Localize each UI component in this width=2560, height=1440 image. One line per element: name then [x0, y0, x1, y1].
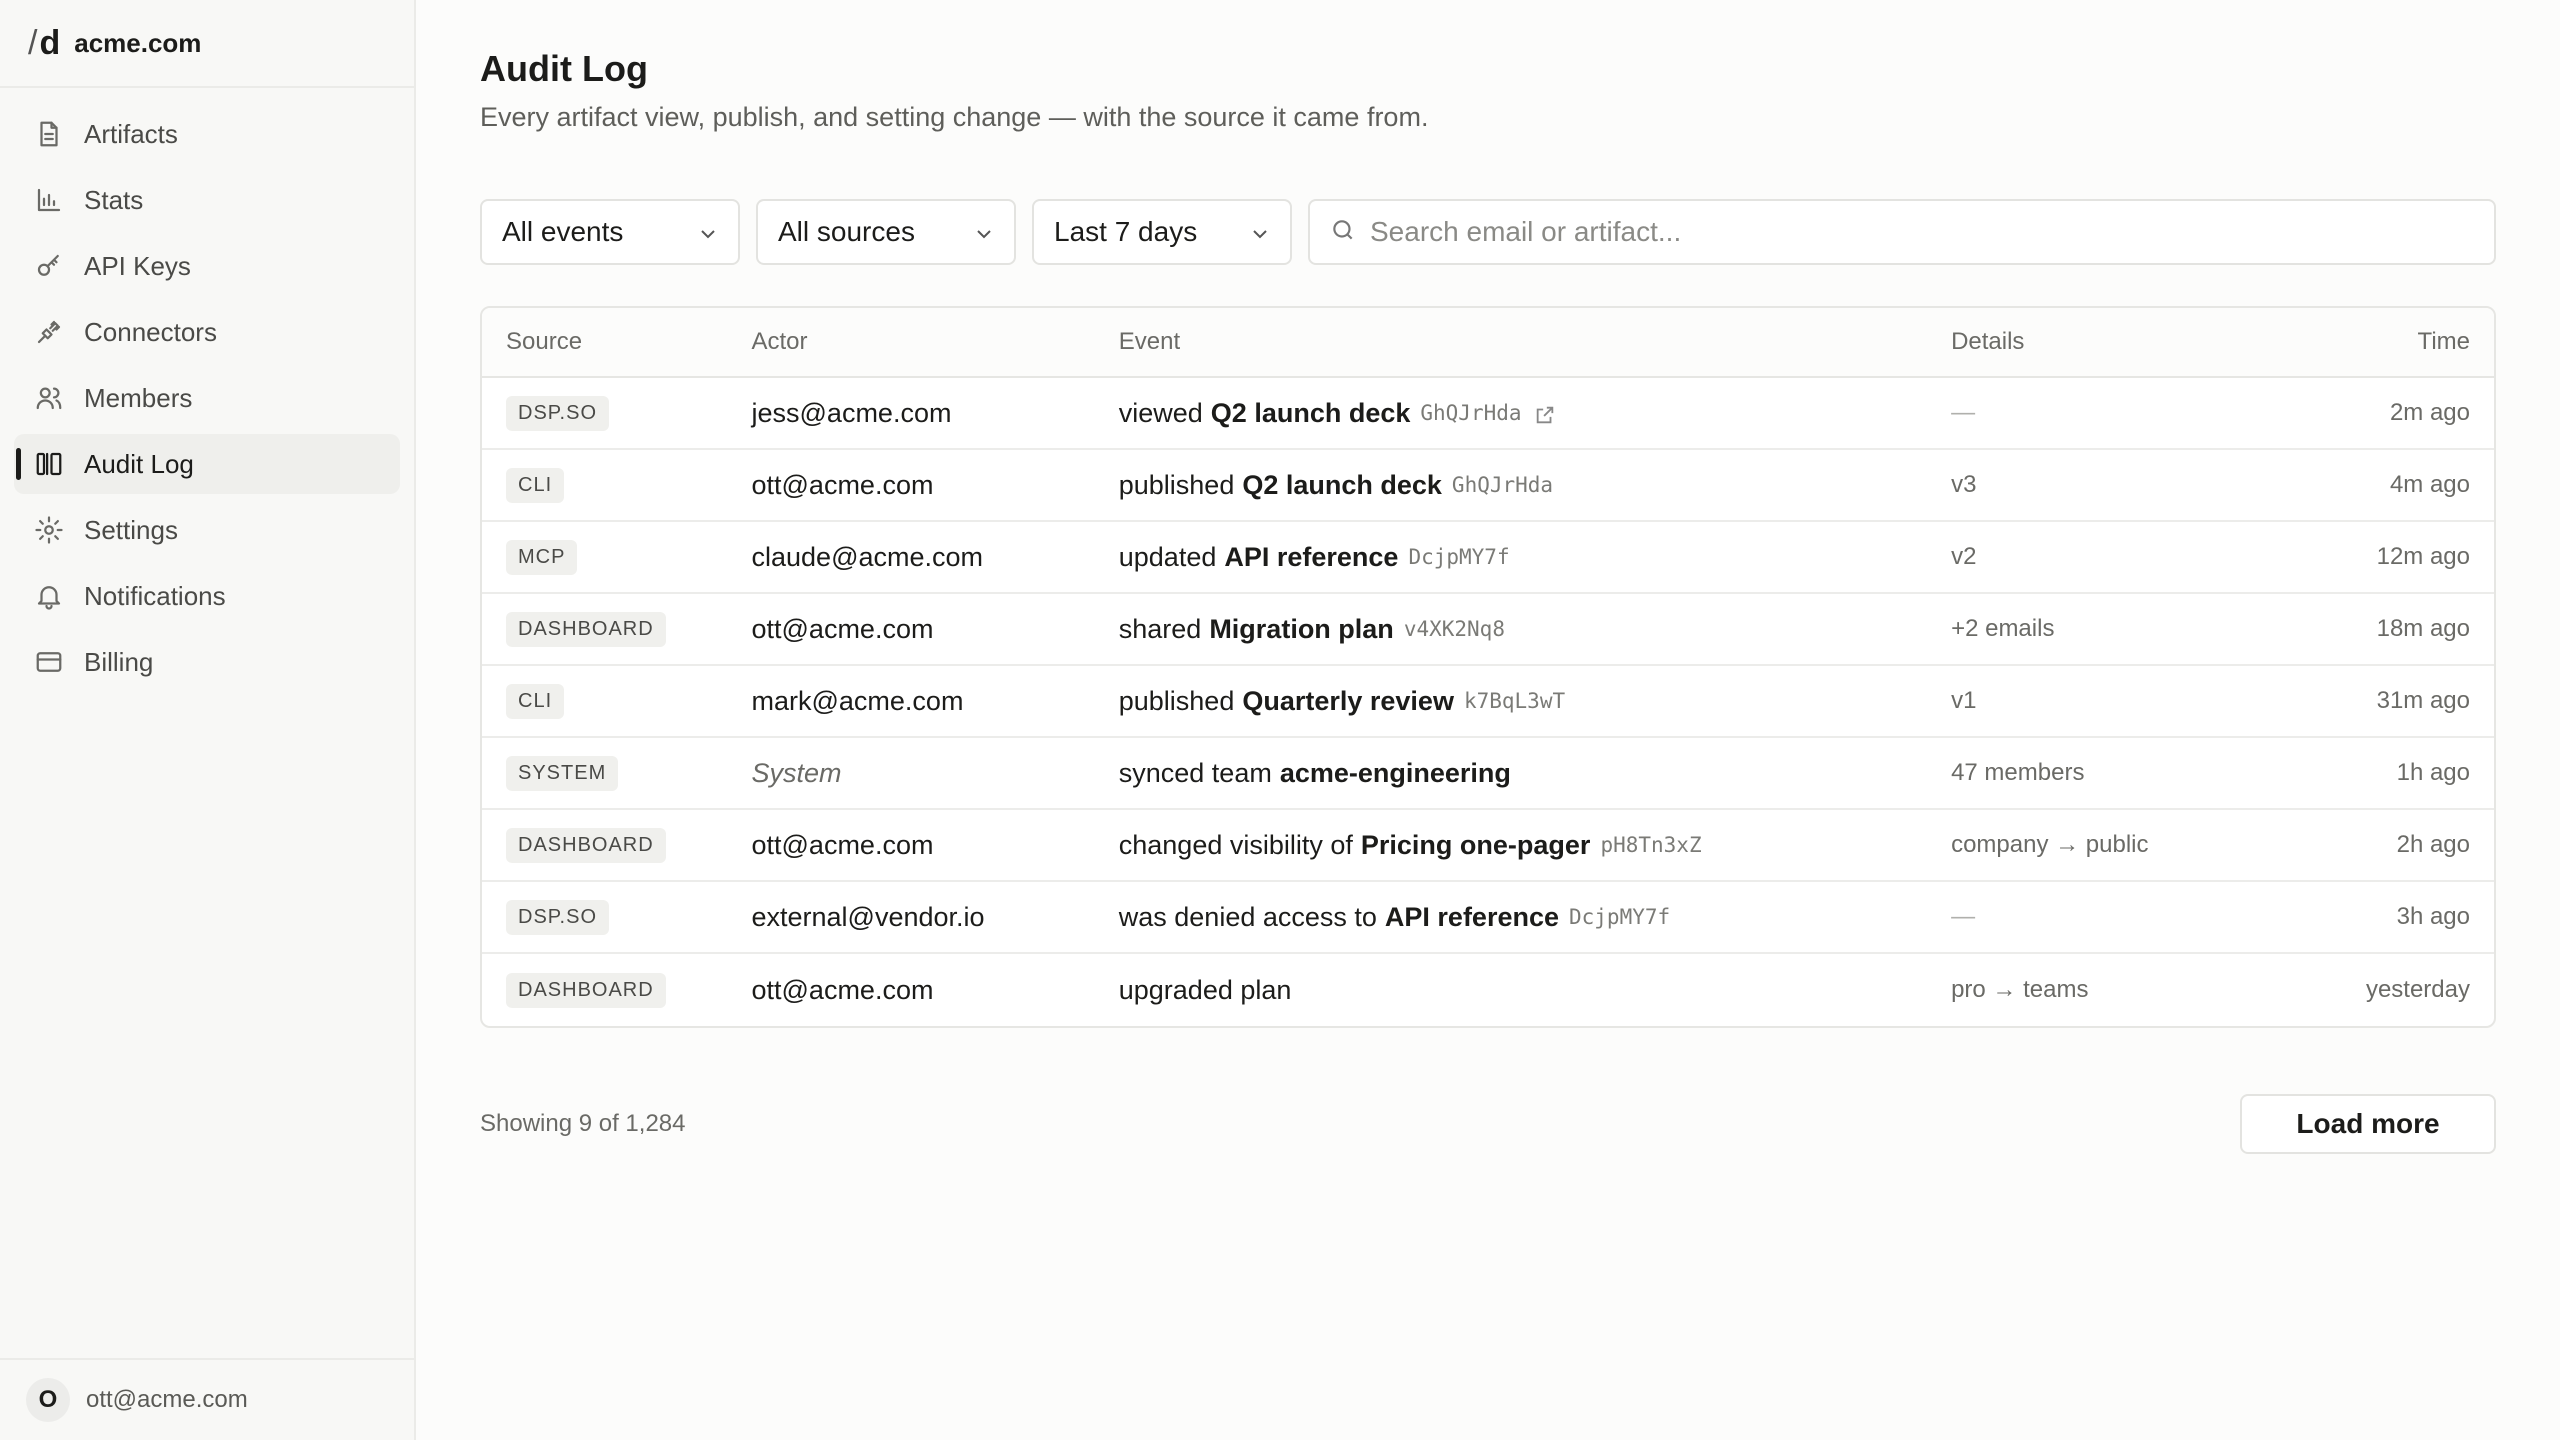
time-cell: 31m ago: [2376, 687, 2470, 714]
sidebar-item-artifacts[interactable]: [14, 104, 400, 164]
sidebar-item-api-keys[interactable]: [14, 236, 400, 296]
logo-slash: /: [28, 23, 38, 62]
sidebar-item-settings[interactable]: [14, 500, 400, 560]
time-cell: 12m ago: [2376, 543, 2470, 570]
event-artifact[interactable]: Q2 launch deck: [1242, 469, 1442, 500]
actor-cell: ott@acme.com: [751, 613, 934, 644]
sidebar: [0, 0, 416, 1440]
page-title: Audit Log: [480, 48, 648, 89]
details-cell: +2 emails: [1951, 615, 2055, 642]
event-artifact[interactable]: Q2 launch deck: [1210, 397, 1411, 428]
time-cell: 3h ago: [2396, 903, 2470, 930]
event-artifact[interactable]: Migration plan: [1209, 613, 1394, 644]
brand-logo: [28, 24, 60, 63]
details-cell: v3: [1951, 471, 1977, 498]
user-menu[interactable]: [0, 1358, 414, 1440]
event-cell: [1119, 830, 1951, 861]
event-verb: viewed: [1118, 397, 1203, 428]
date-range-value: Last 7 days: [1054, 216, 1198, 247]
filter-bar: [480, 199, 2496, 265]
event-type-select[interactable]: [480, 199, 740, 265]
user-email: ott@acme.com: [86, 1386, 248, 1413]
artifact-id: v4XK2Nq8: [1403, 617, 1505, 641]
table-row[interactable]: [482, 522, 2494, 594]
event-artifact[interactable]: API reference: [1384, 901, 1559, 932]
column-header-time: Time: [2417, 328, 2470, 355]
details-cell: company → public: [1951, 831, 2149, 858]
search-icon: [1330, 217, 1356, 248]
event-artifact[interactable]: Pricing one-pager: [1360, 829, 1591, 860]
event-verb: synced team: [1118, 757, 1272, 788]
event-verb: changed visibility of: [1118, 829, 1353, 860]
event-verb: shared: [1118, 613, 1202, 644]
event-cell: [1119, 470, 1951, 501]
source-cell: [482, 755, 752, 791]
sidebar-item-billing[interactable]: [14, 632, 400, 692]
chevron-down-icon: [696, 221, 720, 245]
credit-card-icon: [34, 647, 64, 677]
source-badge: CLI: [506, 468, 564, 503]
artifact-id: GhQJrHda: [1420, 401, 1522, 425]
table-row[interactable]: [482, 954, 2494, 1026]
source-badge: DSP.SO: [506, 396, 609, 431]
event-verb: published: [1118, 685, 1235, 716]
brand[interactable]: [0, 0, 414, 88]
source-cell: [482, 539, 752, 575]
source-cell: [482, 683, 752, 719]
audit-log-icon: [34, 449, 64, 479]
sidebar-item-label: Billing: [84, 646, 154, 677]
column-header-details: Details: [1951, 328, 2025, 355]
actor-cell: claude@acme.com: [751, 541, 984, 572]
column-header-actor: Actor: [751, 328, 808, 355]
event-cell: [1119, 686, 1951, 717]
users-icon: [34, 383, 64, 413]
sidebar-item-label: Members: [84, 382, 193, 413]
chevron-down-icon: [972, 221, 996, 245]
sidebar-item-connectors[interactable]: [14, 302, 400, 362]
source-cell: [482, 611, 752, 647]
source-cell: [482, 467, 752, 503]
actor-cell: ott@acme.com: [751, 974, 934, 1005]
event-cell: [1119, 758, 1951, 789]
source-badge: DASHBOARD: [506, 973, 666, 1008]
artifact-id: GhQJrHda: [1451, 473, 1554, 497]
table-row[interactable]: [482, 594, 2494, 666]
source-cell: [482, 395, 752, 431]
event-artifact[interactable]: Quarterly review: [1242, 685, 1454, 716]
column-header-source: Source: [506, 328, 583, 355]
search-box[interactable]: [1308, 199, 2496, 265]
source-badge: CLI: [506, 684, 564, 719]
artifact-id: k7BqL3wT: [1463, 689, 1566, 713]
source-badge: SYSTEM: [506, 756, 618, 791]
time-cell: 2h ago: [2396, 831, 2470, 858]
table-row[interactable]: [482, 450, 2494, 522]
sidebar-item-members[interactable]: [14, 368, 400, 428]
source-badge: DASHBOARD: [506, 828, 666, 863]
table-header: [482, 308, 2494, 378]
search-input[interactable]: [1370, 216, 2470, 248]
column-header-event: Event: [1118, 328, 1181, 355]
actor-cell: ott@acme.com: [751, 829, 934, 860]
load-more-button[interactable]: Load more: [2240, 1094, 2496, 1154]
time-cell: 1h ago: [2396, 759, 2470, 786]
external-link-icon[interactable]: [1534, 402, 1556, 424]
event-cell: [1119, 614, 1951, 645]
audit-log-table: [480, 306, 2496, 1028]
file-icon: [34, 119, 64, 149]
table-row[interactable]: [482, 882, 2494, 954]
details-cell: pro → teams: [1951, 976, 2089, 1003]
event-verb: upgraded plan: [1118, 974, 1292, 1005]
source-badge: DSP.SO: [506, 900, 609, 935]
actor-cell: System: [751, 757, 842, 788]
sidebar-item-notifications[interactable]: [14, 566, 400, 626]
artifact-id: DcjpMY7f: [1569, 905, 1671, 929]
sidebar-item-label: Connectors: [84, 316, 217, 347]
artifact-id: DcjpMY7f: [1408, 545, 1510, 569]
sidebar-item-label: API Keys: [84, 250, 191, 281]
sidebar-item-label: Notifications: [84, 580, 226, 611]
event-cell: [1119, 975, 1951, 1006]
sidebar-nav: [0, 88, 414, 714]
table-row[interactable]: [482, 666, 2494, 738]
event-artifact[interactable]: API reference: [1224, 541, 1399, 572]
details-cell: v2: [1951, 543, 1977, 570]
sidebar-item-label: Audit Log: [84, 448, 194, 479]
table-body: [482, 378, 2494, 1026]
date-range-select[interactable]: [1032, 199, 1292, 265]
source-select[interactable]: [756, 199, 1016, 265]
time-cell: yesterday: [2365, 976, 2470, 1003]
chevron-down-icon: [1248, 221, 1272, 245]
actor-cell: jess@acme.com: [751, 397, 952, 428]
sidebar-item-label: Artifacts: [84, 118, 178, 149]
source-badge: DASHBOARD: [506, 612, 666, 647]
logo-letter: d: [39, 23, 61, 62]
event-cell: [1119, 398, 1951, 429]
event-verb: published: [1118, 469, 1235, 500]
bell-icon: [34, 581, 64, 611]
source-cell: [482, 899, 752, 935]
actor-cell: external@vendor.io: [751, 901, 985, 932]
time-cell: 4m ago: [2389, 471, 2470, 498]
sidebar-item-stats[interactable]: [14, 170, 400, 230]
artifact-id: pH8Tn3xZ: [1600, 833, 1702, 857]
event-cell: [1119, 902, 1951, 933]
table-row[interactable]: [482, 810, 2494, 882]
actor-cell: ott@acme.com: [751, 469, 934, 500]
source-cell: [482, 972, 752, 1008]
page-subtitle: Every artifact view, publish, and setting change — with the source it came from.: [480, 102, 1429, 132]
plug-icon: [34, 317, 64, 347]
event-cell: [1119, 542, 1951, 573]
event-type-value: All events: [502, 216, 624, 247]
source-value: All sources: [778, 216, 915, 247]
sidebar-item-label: Stats: [84, 184, 144, 215]
source-badge: MCP: [506, 540, 577, 575]
sidebar-item-audit-log[interactable]: [14, 434, 400, 494]
gear-icon: [34, 515, 64, 545]
details-cell: —: [1951, 399, 1976, 426]
time-cell: 18m ago: [2376, 615, 2470, 642]
event-verb: was denied access to: [1118, 901, 1377, 932]
time-cell: 2m ago: [2389, 399, 2470, 426]
details-cell: 47 members: [1951, 759, 2085, 786]
avatar: O: [26, 1378, 70, 1422]
table-row[interactable]: [482, 378, 2494, 450]
actor-cell: mark@acme.com: [751, 685, 964, 716]
workspace-name: acme.com: [74, 27, 202, 58]
sidebar-item-label: Settings: [84, 514, 178, 545]
event-artifact[interactable]: acme-engineering: [1279, 757, 1511, 788]
table-row[interactable]: [482, 738, 2494, 810]
source-cell: [482, 827, 752, 863]
details-cell: v1: [1951, 687, 1977, 714]
key-icon: [34, 251, 64, 281]
details-cell: —: [1951, 903, 1976, 930]
bar-chart-icon: [34, 185, 64, 215]
event-verb: updated: [1118, 541, 1217, 572]
result-count: Showing 9 of 1,284: [480, 1110, 686, 1137]
